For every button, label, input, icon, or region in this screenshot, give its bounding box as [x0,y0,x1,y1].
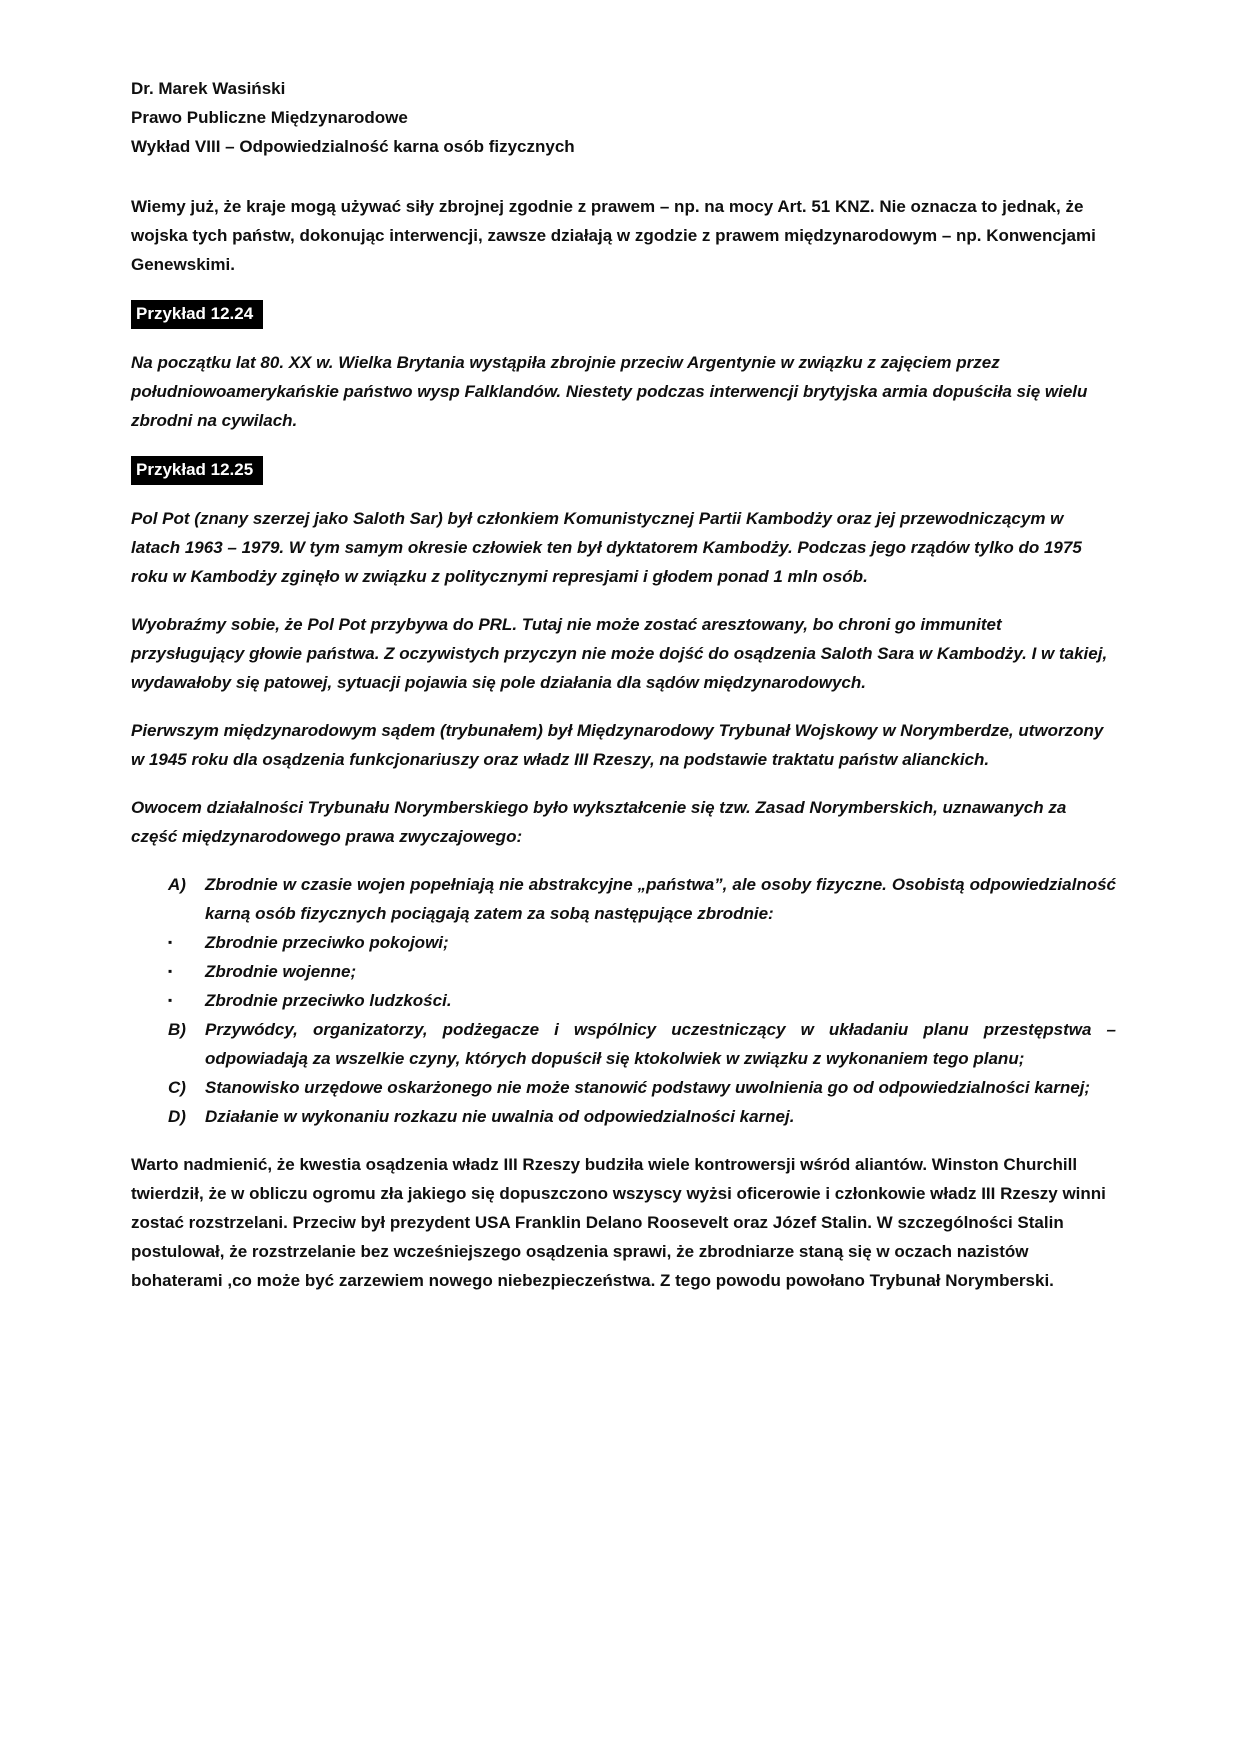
bullet-icon: ▪ [168,993,173,1007]
nuremberg-principles-intro: Owocem działalności Trybunału Norymberskiego było wykształcenie się tzw. Zasad Norymberskich, uznawanych za część międzynarodowego prawa zwyczajowego: [131,798,1067,846]
intro-paragraph: Wiemy już, że kraje mogą używać siły zbrojnej zgodnie z prawem – np. na mocy Art. 51 KNZ. Nie oznacza to jednak, że wojska tych państw, dokonując interwencji, zawsze działają w zgodzie z prawem międzynarodowym – np. Konwencjami Genewskimi. [131,197,1096,274]
list-item-bullet-2 [131,957,1116,986]
list-item-b [131,1015,1116,1073]
pol-pot-prl-paragraph: Wyobraźmy sobie, że Pol Pot przybywa do PRL. Tutaj nie może zostać aresztowany, bo chroni go immunitet przysługujący głowie państwa. Z oczywistych przyczyn nie może dojść do osądzenia Saloth Sara w Kambodży. I w takiej, wydawałoby się patowej, sytuacji pojawia się pole działania dla sądów międzynarodowych. [131,615,1108,692]
lecture-title: Wykład VIII – Odpowiedzialność karna osób fizycznych [131,137,575,156]
list-item-bullet-3 [131,986,1116,1015]
list-marker: D) [168,1107,186,1126]
list-text: Przywódcy, organizatorzy, podżegacze i wspólnicy uczestniczący w układaniu planu przestępstwa – odpowiadają za wszelkie czyny, których dopuścił się ktokolwiek w związku z wykonaniem tego planu; [205,1020,1116,1068]
bullet-icon: ▪ [168,964,173,978]
list-marker: C) [168,1078,186,1097]
list-marker: B) [168,1020,186,1039]
nuremberg-principles-list [131,870,1116,1131]
list-marker: A) [168,875,186,894]
list-item-c [131,1073,1116,1102]
list-item-bullet-1 [131,928,1116,957]
closing-paragraph: Warto nadmienić, że kwestia osądzenia władz III Rzeszy budziła wiele kontrowersji wśród aliantów. Winston Churchill twierdził, że w obliczu ogromu zła jakiego się dopuszczono wszyscy wyżsi oficerowie i członkowie władz III Rzeszy winni zostać rozstrzelani. Przeciw był prezydent USA Franklin Delano Roosevelt oraz Józef Stalin. W szczególności Stalin postulował, że rozstrzelanie bez wcześniejszego osądzenia sprawi, że zbrodniarze staną się w oczach nazistów bohaterami ,co może być zarzewiem nowego niebezpieczeństwa. Z tego powodu powołano Trybunał Norymberski. [131,1155,1106,1290]
list-text: Zbrodnie wojenne; [205,962,357,981]
list-text: Zbrodnie przeciwko ludzkości. [205,991,452,1010]
nuremberg-tribunal-paragraph: Pierwszym międzynarodowym sądem (trybunałem) był Międzynarodowy Trybunał Wojskowy w Norymberdze, utworzony w 1945 roku dla osądzenia funkcjonariuszy oraz władz III Rzeszy, na podstawie traktatu państw alianckich. [131,721,1104,769]
example-12-24-label: Przykład 12.24 [131,300,263,329]
list-item-a [131,870,1116,928]
list-text: Zbrodnie przeciwko pokojowi; [205,933,449,952]
list-item-d [131,1102,1116,1131]
pol-pot-paragraph: Pol Pot (znany szerzej jako Saloth Sar) był członkiem Komunistycznej Partii Kambodży oraz jej przewodniczącym w latach 1963 – 1979. W tym samym okresie człowiek ten był dyktatorem Kambodży. Podczas jego rządów tylko do 1975 roku w Kambodży zginęło w związku z politycznymi represjami i głodem ponad 1 mln osób. [131,509,1082,586]
list-text: Zbrodnie w czasie wojen popełniają nie abstrakcyjne „państwa”, ale osoby fizyczne. Osobistą odpowiedzialność karną osób fizycznych pociągają zatem za sobą następujące zbrodnie: [205,875,1116,923]
author-line: Dr. Marek Wasiński [131,79,286,98]
list-text: Stanowisko urzędowe oskarżonego nie może stanowić podstawy uwolnienia go od odpowiedzialności karnej; [205,1078,1091,1097]
document-header [131,74,1116,161]
bullet-icon: ▪ [168,935,173,949]
example-12-24-text: Na początku lat 80. XX w. Wielka Brytania wystąpiła zbrojnie przeciw Argentynie w związku z zajęciem przez południowoamerykańskie państwo wysp Falklandów. Niestety podczas interwencji brytyjska armia dopuściła się wielu zbrodni na cywilach. [131,353,1088,430]
list-text: Działanie w wykonaniu rozkazu nie uwalnia od odpowiedzialności karnej. [205,1107,795,1126]
course-line: Prawo Publiczne Międzynarodowe [131,108,408,127]
example-12-25-label: Przykład 12.25 [131,456,263,485]
